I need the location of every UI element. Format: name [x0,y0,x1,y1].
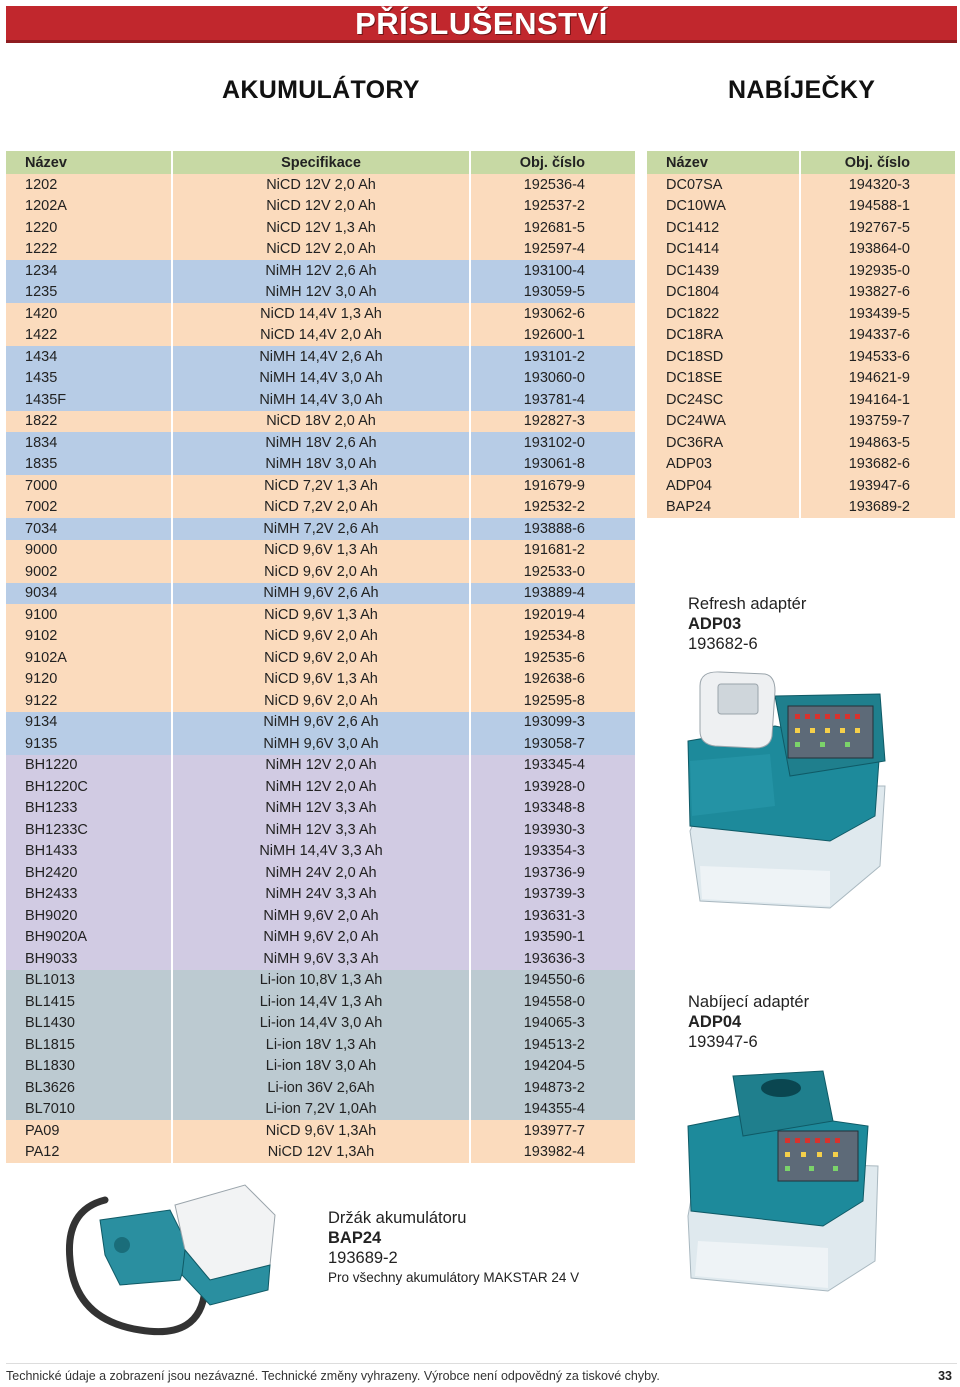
bap24-code: BAP24 [328,1229,382,1247]
charger-name-cell: DC10WA [647,196,801,218]
charger-code-cell: 193947-6 [801,475,957,497]
battery-spec-cell: NiMH 12V 3,3 Ah [173,798,471,820]
battery-row [6,626,637,648]
battery-code-cell: 193059-5 [471,282,637,304]
adp04-caption [688,992,809,1052]
adp04-product-image [683,1066,883,1296]
battery-name-cell: BH9020A [6,927,173,949]
battery-row [6,1077,637,1099]
battery-code-cell: 193636-3 [471,948,637,970]
battery-code-cell: 194355-4 [471,1099,637,1121]
battery-row [6,540,637,562]
adp04-code: ADP04 [688,1013,742,1031]
battery-code-cell: 192019-4 [471,604,637,626]
battery-name-cell: 9135 [6,733,173,755]
battery-name-cell: BH9033 [6,948,173,970]
charger-name-cell: DC24SC [647,389,801,411]
battery-spec-cell: NiCD 9,6V 1,3 Ah [173,669,471,691]
battery-name-cell: BL1430 [6,1013,173,1035]
battery-code-cell: 193889-4 [471,583,637,605]
battery-code-cell: 192536-4 [471,174,637,196]
charger-row [647,454,957,476]
battery-spec-cell: NiMH 9,6V 2,6 Ah [173,712,471,734]
battery-name-cell: 1220 [6,217,173,239]
battery-name-cell: BL1830 [6,1056,173,1078]
battery-spec-cell: NiCD 18V 2,0 Ah [173,411,471,433]
charger-code-cell: 194621-9 [801,368,957,390]
battery-name-cell: 9034 [6,583,173,605]
bap24-caption [328,1208,579,1288]
charger-code-cell: 194588-1 [801,196,957,218]
charger-name-cell: DC36RA [647,432,801,454]
battery-spec-cell: NiMH 9,6V 2,0 Ah [173,927,471,949]
battery-code-cell: 192537-2 [471,196,637,218]
charger-row [647,196,957,218]
battery-name-cell: 9134 [6,712,173,734]
battery-spec-cell: Li-ion 14,4V 3,0 Ah [173,1013,471,1035]
charger-code-cell: 194337-6 [801,325,957,347]
charger-row [647,368,957,390]
charger-row [647,260,957,282]
charger-name-cell: DC1804 [647,282,801,304]
battery-spec-cell: Li-ion 36V 2,6Ah [173,1077,471,1099]
battery-code-cell: 194550-6 [471,970,637,992]
battery-spec-cell: NiCD 9,6V 1,3Ah [173,1120,471,1142]
charger-name-cell: DC18RA [647,325,801,347]
battery-name-cell: 1434 [6,346,173,368]
charger-name-cell: DC18SE [647,368,801,390]
column-header-code: Obj. číslo [471,151,637,174]
battery-code-cell: 191679-9 [471,475,637,497]
battery-name-cell: 9120 [6,669,173,691]
battery-code-cell: 193928-0 [471,776,637,798]
battery-name-cell: BH1433 [6,841,173,863]
battery-name-cell: BH1233C [6,819,173,841]
battery-code-cell: 193062-6 [471,303,637,325]
battery-code-cell: 193100-4 [471,260,637,282]
battery-name-cell: 9100 [6,604,173,626]
charger-name-cell: DC1822 [647,303,801,325]
battery-code-cell: 194558-0 [471,991,637,1013]
battery-row [6,884,637,906]
charger-code-cell: 193439-5 [801,303,957,325]
battery-code-cell: 193977-7 [471,1120,637,1142]
battery-spec-cell: Li-ion 10,8V 1,3 Ah [173,970,471,992]
battery-row [6,1034,637,1056]
charger-name-cell: DC07SA [647,174,801,196]
battery-spec-cell: NiMH 14,4V 3,0 Ah [173,368,471,390]
battery-name-cell: 9000 [6,540,173,562]
battery-spec-cell: NiMH 12V 3,0 Ah [173,282,471,304]
battery-name-cell: BL1013 [6,970,173,992]
battery-row [6,475,637,497]
charger-row [647,239,957,261]
battery-spec-cell: NiCD 12V 2,0 Ah [173,174,471,196]
battery-row [6,518,637,540]
footer-disclaimer: Technické údaje a zobrazení jsou nezávazné. Technické změny vyhrazeny. Výrobce není odpovědný za tiskové chyby. [6,1369,660,1383]
battery-spec-cell: NiMH 7,2V 2,6 Ah [173,518,471,540]
battery-spec-cell: NiMH 14,4V 2,6 Ah [173,346,471,368]
battery-code-cell: 192595-8 [471,690,637,712]
battery-name-cell: 1435F [6,389,173,411]
charger-code-cell: 193827-6 [801,282,957,304]
battery-row [6,583,637,605]
column-header-spec: Specifikace [173,151,471,174]
battery-row [6,862,637,884]
battery-spec-cell: NiCD 9,6V 1,3 Ah [173,540,471,562]
battery-row [6,733,637,755]
chargers-table [647,151,957,518]
battery-spec-cell: NiMH 18V 3,0 Ah [173,454,471,476]
charger-name-cell: DC18SD [647,346,801,368]
charger-row [647,411,957,433]
charger-code-cell: 193682-6 [801,454,957,476]
battery-spec-cell: NiCD 9,6V 2,0 Ah [173,561,471,583]
battery-spec-cell: NiMH 12V 2,0 Ah [173,776,471,798]
battery-code-cell: 192534-8 [471,626,637,648]
charger-code-cell: 193759-7 [801,411,957,433]
battery-name-cell: 7000 [6,475,173,497]
charger-row [647,282,957,304]
battery-spec-cell: Li-ion 18V 3,0 Ah [173,1056,471,1078]
battery-spec-cell: NiCD 12V 2,0 Ah [173,196,471,218]
battery-name-cell: 9122 [6,690,173,712]
battery-spec-cell: NiCD 9,6V 2,0 Ah [173,690,471,712]
battery-spec-cell: Li-ion 14,4V 1,3 Ah [173,991,471,1013]
battery-name-cell: 1235 [6,282,173,304]
battery-name-cell: BH1220C [6,776,173,798]
adp03-title: Refresh adaptér [688,595,807,613]
battery-row [6,647,637,669]
chargers-section-title: NABÍJEČKY [728,76,876,104]
battery-row [6,432,637,454]
battery-spec-cell: NiMH 12V 2,0 Ah [173,755,471,777]
adp04-title: Nabíjecí adaptér [688,993,810,1011]
battery-name-cell: 1435 [6,368,173,390]
charger-row [647,346,957,368]
battery-code-cell: 193354-3 [471,841,637,863]
battery-row [6,325,637,347]
battery-code-cell: 193058-7 [471,733,637,755]
battery-name-cell: 1422 [6,325,173,347]
battery-spec-cell: NiCD 12V 1,3 Ah [173,217,471,239]
battery-name-cell: 9102 [6,626,173,648]
batteries-header-row [6,151,637,174]
charger-code-cell: 193689-2 [801,497,957,519]
column-header-name: Název [647,151,801,174]
batteries-section-title: AKUMULÁTORY [222,76,420,104]
battery-code-cell: 193888-6 [471,518,637,540]
batteries-table [6,151,637,1163]
battery-code-cell: 192638-6 [471,669,637,691]
battery-row [6,389,637,411]
charger-code-cell: 194863-5 [801,432,957,454]
column-header-code: Obj. číslo [801,151,957,174]
battery-spec-cell: NiCD 7,2V 1,3 Ah [173,475,471,497]
battery-name-cell: 1834 [6,432,173,454]
battery-spec-cell: NiCD 12V 1,3Ah [173,1142,471,1164]
battery-row [6,497,637,519]
battery-name-cell: PA09 [6,1120,173,1142]
battery-code-cell: 193099-3 [471,712,637,734]
charger-row [647,389,957,411]
battery-row [6,411,637,433]
battery-code-cell: 193930-3 [471,819,637,841]
battery-code-cell: 194873-2 [471,1077,637,1099]
battery-spec-cell: Li-ion 18V 1,3 Ah [173,1034,471,1056]
battery-row [6,669,637,691]
battery-name-cell: BL7010 [6,1099,173,1121]
battery-row [6,368,637,390]
battery-row [6,841,637,863]
bap24-number: 193689-2 [328,1249,398,1267]
battery-name-cell: 1420 [6,303,173,325]
battery-spec-cell: NiMH 24V 2,0 Ah [173,862,471,884]
charger-name-cell: DC1412 [647,217,801,239]
battery-code-cell: 192535-6 [471,647,637,669]
battery-code-cell: 192597-4 [471,239,637,261]
battery-name-cell: 9002 [6,561,173,583]
battery-name-cell: BH1233 [6,798,173,820]
battery-row [6,282,637,304]
battery-name-cell: BL1815 [6,1034,173,1056]
charger-row [647,174,957,196]
battery-code-cell: 192681-5 [471,217,637,239]
battery-row [6,755,637,777]
battery-name-cell: BH2433 [6,884,173,906]
battery-row [6,1142,637,1164]
battery-row [6,454,637,476]
charger-name-cell: DC1414 [647,239,801,261]
battery-name-cell: BH2420 [6,862,173,884]
battery-row [6,905,637,927]
battery-name-cell: BL1415 [6,991,173,1013]
battery-row [6,1013,637,1035]
charger-name-cell: DC24WA [647,411,801,433]
battery-row [6,561,637,583]
battery-spec-cell: NiMH 14,4V 3,3 Ah [173,841,471,863]
adp03-number: 193682-6 [688,635,758,653]
battery-code-cell: 193061-8 [471,454,637,476]
battery-code-cell: 193631-3 [471,905,637,927]
battery-row [6,690,637,712]
charger-row [647,303,957,325]
battery-code-cell: 194204-5 [471,1056,637,1078]
banner-title: PŘÍSLUŠENSTVÍ [355,6,608,41]
battery-spec-cell: NiCD 9,6V 1,3 Ah [173,604,471,626]
battery-row [6,260,637,282]
battery-row [6,927,637,949]
battery-spec-cell: NiMH 12V 2,6 Ah [173,260,471,282]
battery-row [6,948,637,970]
charger-code-cell: 194320-3 [801,174,957,196]
battery-name-cell: 1234 [6,260,173,282]
battery-code-cell: 193102-0 [471,432,637,454]
charger-row [647,497,957,519]
battery-code-cell: 193736-9 [471,862,637,884]
battery-row [6,174,637,196]
battery-name-cell: 9102A [6,647,173,669]
charger-row [647,217,957,239]
battery-code-cell: 194065-3 [471,1013,637,1035]
battery-row [6,196,637,218]
charger-row [647,475,957,497]
charger-code-cell: 194533-6 [801,346,957,368]
bap24-title: Držák akumulátoru [328,1209,467,1227]
battery-name-cell: 7002 [6,497,173,519]
charger-row [647,325,957,347]
adp03-code: ADP03 [688,615,742,633]
battery-name-cell: 7034 [6,518,173,540]
page-banner [6,6,957,43]
battery-spec-cell: NiCD 7,2V 2,0 Ah [173,497,471,519]
battery-spec-cell: NiMH 18V 2,6 Ah [173,432,471,454]
charger-code-cell: 192767-5 [801,217,957,239]
battery-row [6,604,637,626]
battery-code-cell: 193060-0 [471,368,637,390]
chargers-header-row [647,151,957,174]
battery-name-cell: BH9020 [6,905,173,927]
adp04-number: 193947-6 [688,1033,758,1051]
charger-name-cell: DC1439 [647,260,801,282]
battery-code-cell: 193348-8 [471,798,637,820]
battery-name-cell: 1835 [6,454,173,476]
battery-spec-cell: NiMH 9,6V 3,0 Ah [173,733,471,755]
battery-row [6,1120,637,1142]
battery-spec-cell: Li-ion 7,2V 1,0Ah [173,1099,471,1121]
battery-spec-cell: NiMH 24V 3,3 Ah [173,884,471,906]
battery-row [6,970,637,992]
battery-code-cell: 193101-2 [471,346,637,368]
battery-name-cell: 1222 [6,239,173,261]
battery-spec-cell: NiCD 12V 2,0 Ah [173,239,471,261]
battery-row [6,346,637,368]
battery-row [6,239,637,261]
page-number: 33 [938,1369,952,1383]
battery-spec-cell: NiMH 9,6V 3,3 Ah [173,948,471,970]
charger-name-cell: ADP03 [647,454,801,476]
battery-row [6,991,637,1013]
battery-row [6,712,637,734]
charger-code-cell: 192935-0 [801,260,957,282]
battery-spec-cell: NiCD 9,6V 2,0 Ah [173,647,471,669]
battery-row [6,217,637,239]
charger-name-cell: BAP24 [647,497,801,519]
adp03-caption [688,594,806,654]
battery-code-cell: 193739-3 [471,884,637,906]
battery-code-cell: 193345-4 [471,755,637,777]
battery-spec-cell: NiCD 14,4V 2,0 Ah [173,325,471,347]
battery-spec-cell: NiMH 9,6V 2,0 Ah [173,905,471,927]
battery-name-cell: PA12 [6,1142,173,1164]
battery-row [6,776,637,798]
charger-code-cell: 194164-1 [801,389,957,411]
battery-code-cell: 192533-0 [471,561,637,583]
battery-row [6,798,637,820]
battery-code-cell: 193781-4 [471,389,637,411]
bap24-product-image [60,1180,310,1350]
battery-row [6,819,637,841]
footer-divider [6,1363,957,1364]
battery-spec-cell: NiMH 14,4V 3,0 Ah [173,389,471,411]
battery-code-cell: 192827-3 [471,411,637,433]
column-header-name: Název [6,151,173,174]
battery-name-cell: 1822 [6,411,173,433]
battery-spec-cell: NiCD 9,6V 2,0 Ah [173,626,471,648]
battery-code-cell: 194513-2 [471,1034,637,1056]
battery-name-cell: BH1220 [6,755,173,777]
battery-name-cell: BL3626 [6,1077,173,1099]
battery-code-cell: 192600-1 [471,325,637,347]
charger-name-cell: ADP04 [647,475,801,497]
battery-code-cell: 192532-2 [471,497,637,519]
bap24-note: Pro všechny akumulátory MAKSTAR 24 V [328,1270,580,1285]
charger-row [647,432,957,454]
battery-name-cell: 1202A [6,196,173,218]
battery-spec-cell: NiMH 12V 3,3 Ah [173,819,471,841]
battery-code-cell: 193982-4 [471,1142,637,1164]
battery-row [6,303,637,325]
battery-name-cell: 1202 [6,174,173,196]
adp03-product-image [680,666,895,916]
battery-row [6,1099,637,1121]
battery-code-cell: 191681-2 [471,540,637,562]
battery-row [6,1056,637,1078]
charger-code-cell: 193864-0 [801,239,957,261]
battery-code-cell: 193590-1 [471,927,637,949]
battery-spec-cell: NiMH 9,6V 2,6 Ah [173,583,471,605]
battery-spec-cell: NiCD 14,4V 1,3 Ah [173,303,471,325]
